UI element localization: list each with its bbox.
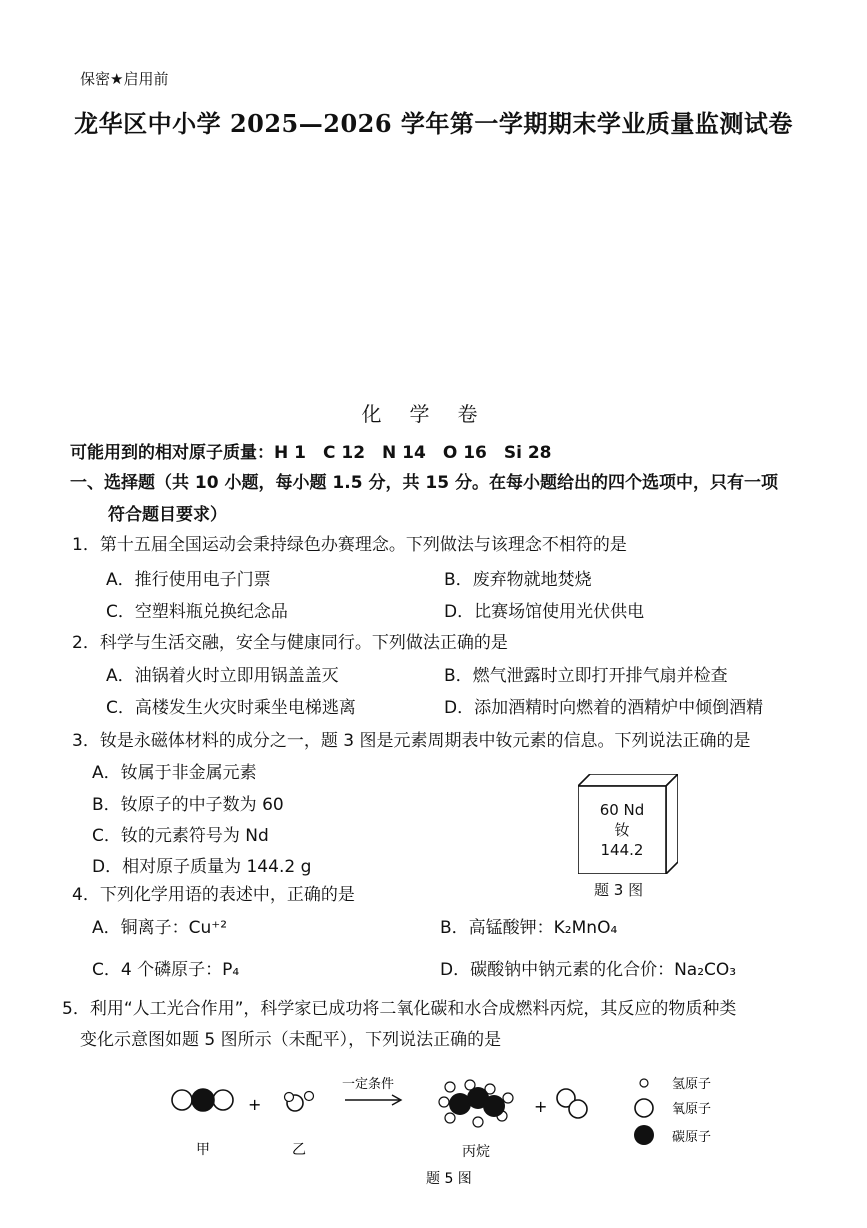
question-1-stem: 1．第十五届全国运动会秉持绿色办赛理念。下列做法与该理念不相符的是 <box>72 535 627 555</box>
co2-molecule <box>172 1089 233 1111</box>
reaction-diagram <box>160 1068 760 1193</box>
legend-carbon: 碳原子 <box>672 1130 712 1145</box>
h2-molecule <box>557 1089 587 1118</box>
element-name: 钕 <box>614 821 630 839</box>
legend-oxygen: 氧原子 <box>672 1102 712 1117</box>
label-yi: 乙 <box>292 1142 306 1158</box>
legend-hydrogen-symbol <box>640 1079 648 1087</box>
label-propane: 丙烷 <box>462 1144 490 1160</box>
diagram-legend <box>634 1077 711 1145</box>
element-cube-text <box>578 800 666 860</box>
q3-option-a: A．钕属于非金属元素 <box>92 763 257 783</box>
q4-option-b: B．高锰酸钾：K₂MnO₄ <box>440 918 618 938</box>
q2-option-c: C．高楼发生火灾时乘坐电梯逃离 <box>106 698 356 718</box>
plus-sign-2: + <box>534 1097 548 1116</box>
q2-option-a: A．油锅着火时立即用锅盖盖灭 <box>106 666 339 686</box>
confidential-mark: 保密★启用前 <box>80 70 169 88</box>
exam-title: 龙华区中小学 2025—2026 学年第一学期期末学业质量监测试卷 <box>74 109 793 138</box>
question-5-stem-line2: 变化示意图如题 5 图所示（未配平），下列说法正确的是 <box>80 1030 502 1050</box>
question-5-stem-line1: 5．利用“人工光合作用”，科学家已成功将二氧化碳和水合成燃料丙烷，其反应的物质种类 <box>62 999 737 1019</box>
q1-option-b: B．废弃物就地焚烧 <box>444 570 592 590</box>
section-heading-line1: 一、选择题（共 10 小题，每小题 1.5 分，共 15 分。在每小题给出的四个选项中，只有一项 <box>70 473 778 493</box>
q2-option-d: D．添加酒精时向燃着的酒精炉中倾倒酒精 <box>444 698 764 718</box>
legend-oxygen-symbol <box>635 1099 653 1117</box>
fig5-caption: 题 5 图 <box>426 1171 472 1187</box>
fig3-caption: 题 3 图 <box>594 881 644 899</box>
q4-option-c: C．4 个磷原子：P₄ <box>92 960 240 980</box>
element-mass: 144.2 <box>600 841 644 859</box>
q4-option-a: A．铜离子：Cu⁺² <box>92 918 228 938</box>
reaction-condition: 一定条件 <box>342 1077 395 1092</box>
legend-hydrogen: 氢原子 <box>672 1077 712 1092</box>
q1-option-c: C．空塑料瓶兑换纪念品 <box>106 602 288 622</box>
legend-carbon-symbol <box>634 1125 654 1145</box>
question-2-stem: 2．科学与生活交融，安全与健康同行。下列做法正确的是 <box>72 633 508 653</box>
q1-option-a: A．推行使用电子门票 <box>106 570 271 590</box>
question-3-stem: 3．钕是永磁体材料的成分之一，题 3 图是元素周期表中钕元素的信息。下列说法正确的是 <box>72 731 751 751</box>
q3-option-c: C．钕的元素符号为 Nd <box>92 826 269 846</box>
element-number-symbol: 60 Nd <box>599 801 645 819</box>
plus-sign-1: + <box>248 1095 262 1114</box>
q1-option-d: D．比赛场馆使用光伏供电 <box>444 602 645 622</box>
q4-option-d: D．碳酸钠中钠元素的化合价：Na₂CO₃ <box>440 960 737 980</box>
q3-option-d: D．相对原子质量为 144.2 g <box>92 857 312 877</box>
question-4-stem: 4．下列化学用语的表述中，正确的是 <box>72 885 355 905</box>
q2-option-b: B．燃气泄露时立即打开排气扇并检查 <box>444 666 728 686</box>
propane-molecule <box>439 1080 513 1127</box>
q3-option-b: B．钕原子的中子数为 60 <box>92 795 284 815</box>
atomic-masses: 可能用到的相对原子质量：H 1 C 12 N 14 O 16 Si 28 <box>70 443 552 463</box>
h2o-molecule <box>285 1092 314 1112</box>
label-jia: 甲 <box>196 1142 210 1158</box>
subject-title: 化学卷 <box>361 402 506 426</box>
section-heading-line2: 符合题目要求） <box>108 505 227 525</box>
